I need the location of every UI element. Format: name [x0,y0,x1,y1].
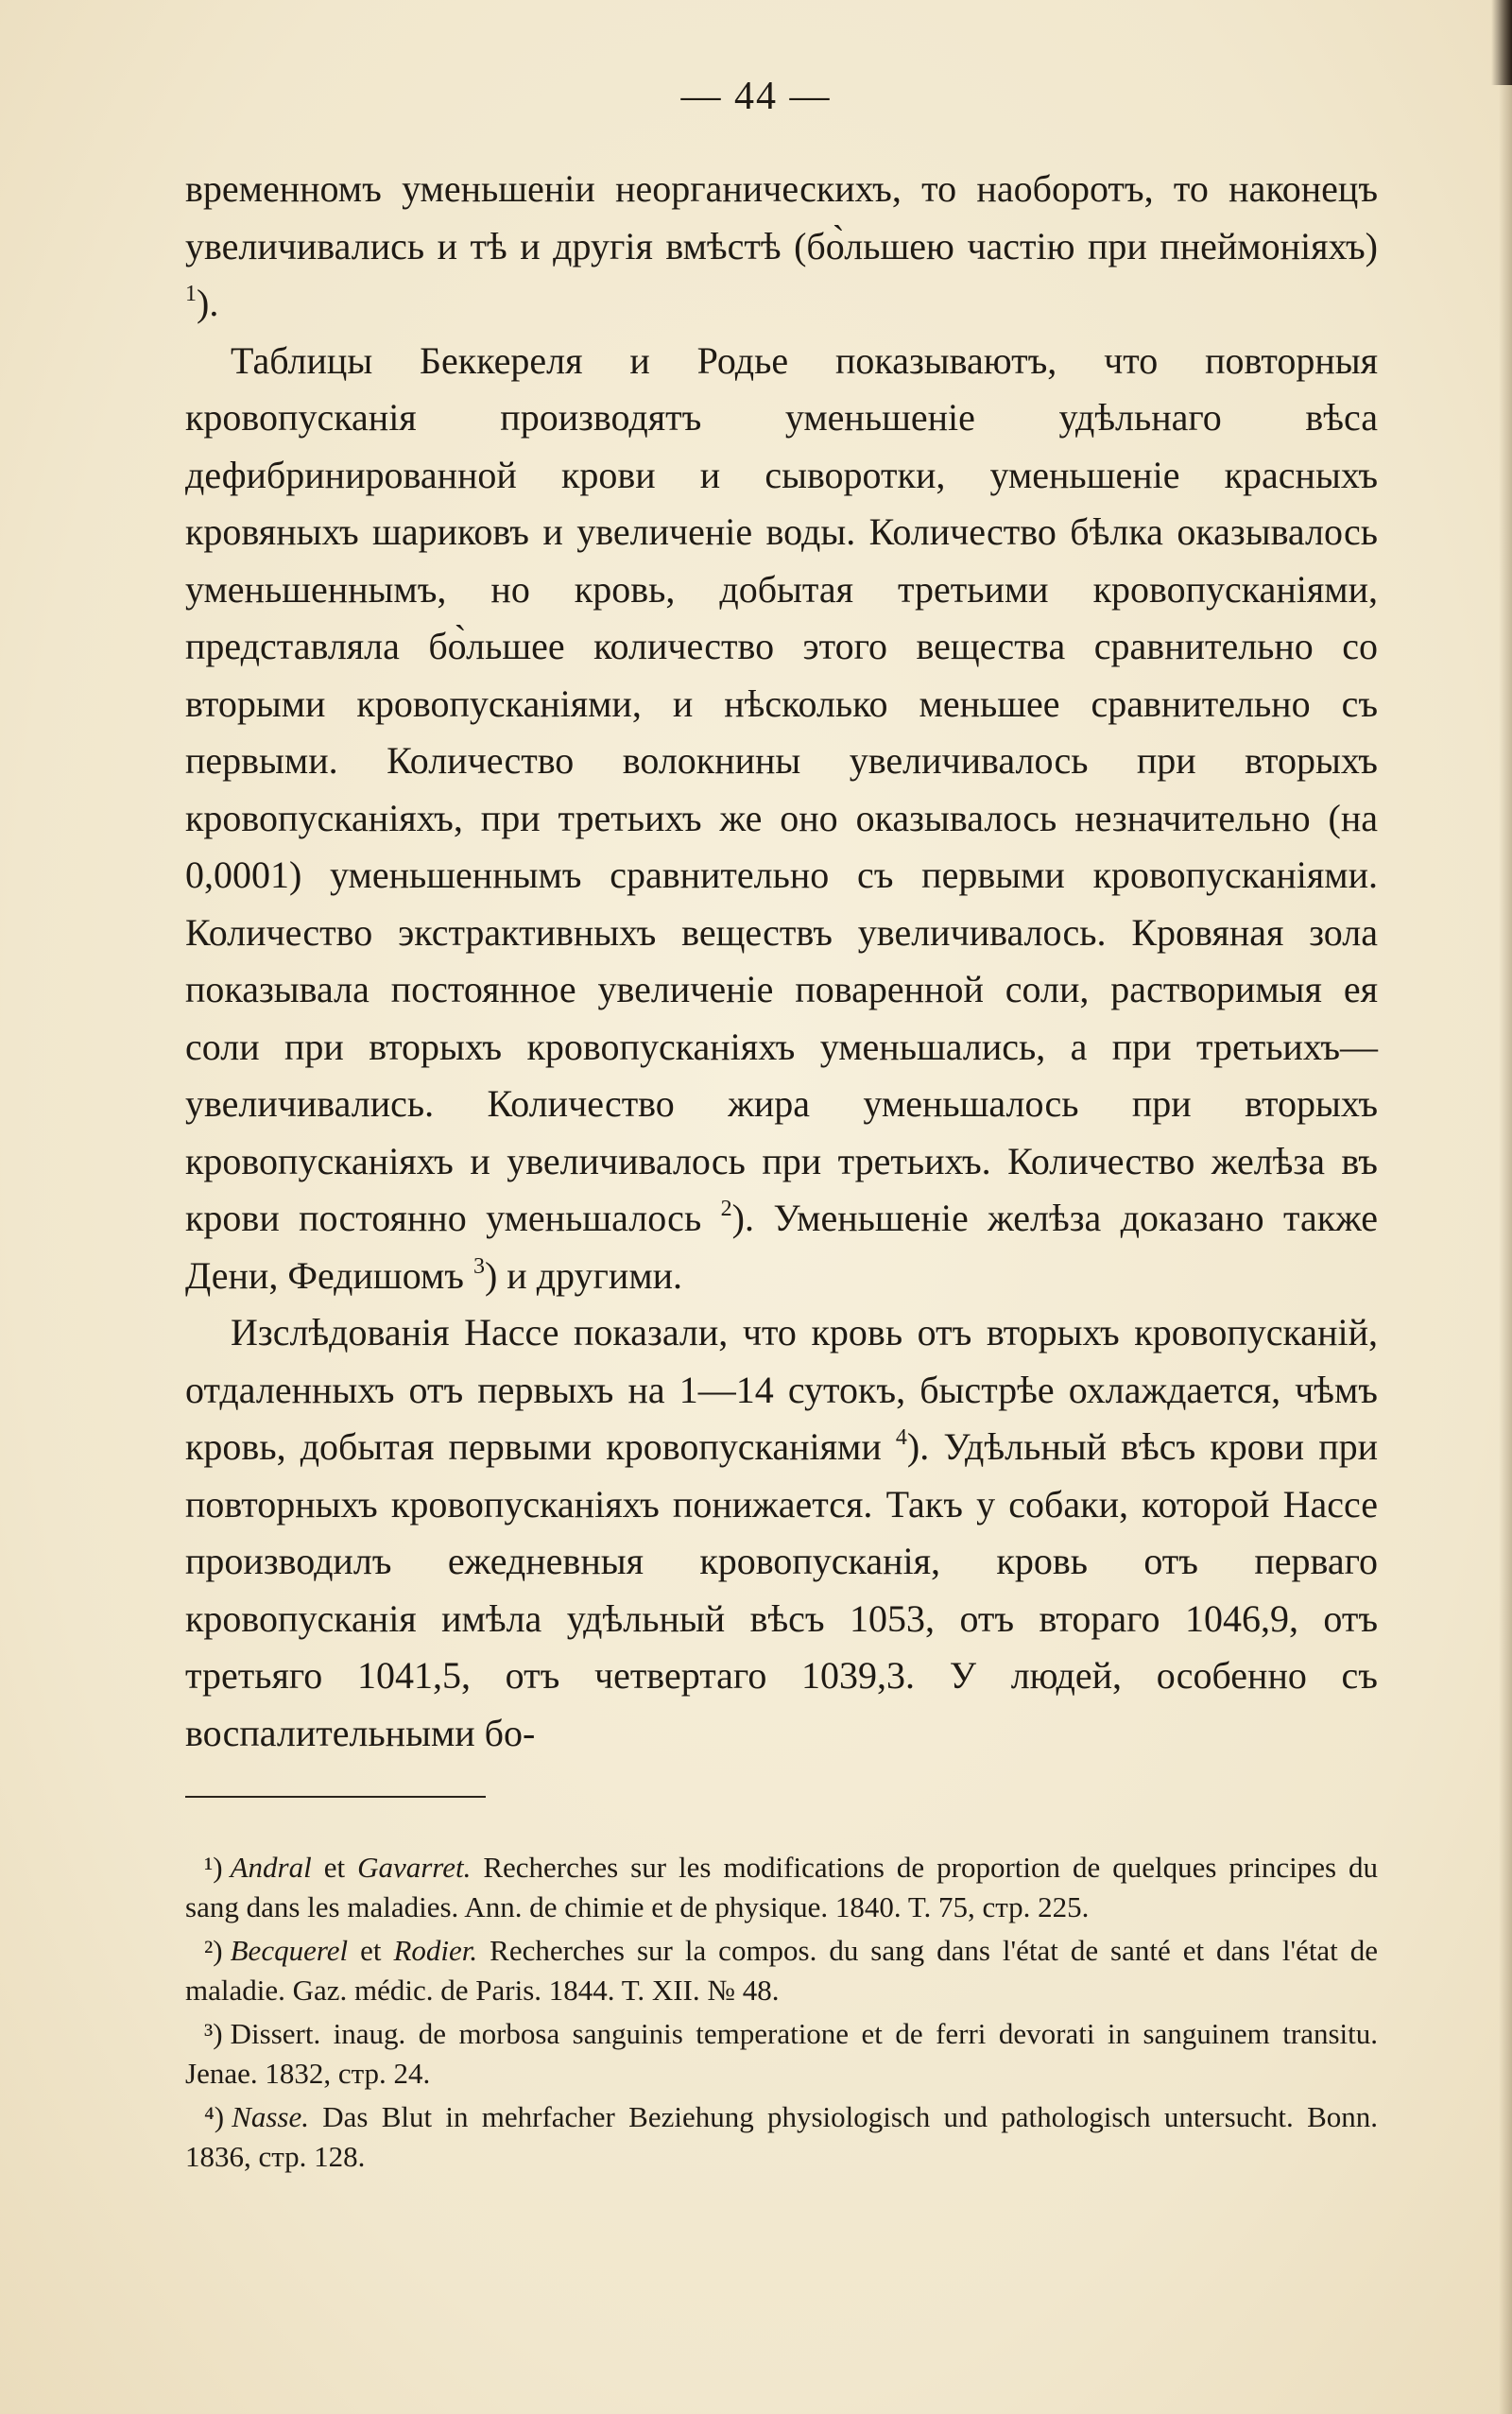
footnote-4: ⁴) Nasse. Das Blut in mehrfacher Beziehung physiologisch und pathologisch untersucht. Bonn. 1836, стр. 128. [185,2100,1378,2173]
paragraph-3: Изслѣдованія Нассе показали, что кровь отъ вторыхъ кровопусканій, отдаленныхъ отъ первыхъ на 1—14 сутокъ, быстрѣе охлаждается, чѣмъ кровь, добытая первыми кровопусканіями $^4$). Удѣльный вѣсъ крови при повторныхъ кровопусканіяхъ понижается. Такъ у собаки, которой Нассе производилъ ежедневныя кровопусканія, кровь отъ перваго кровопусканія имѣла удѣльный вѣсъ 1053, отъ втораго 1046,9, отъ третьяго 1041,5, отъ четвертаго 1039,3. У людей, особенно съ воспалительными бо- [185,1311,1379,1754]
footnotes [185,1848,1378,2181]
page-edge-shadow [1499,0,1512,2414]
paragraph-1: временномъ уменьшеніи неорганическихъ, то наоборотъ, то наконецъ увеличивались и тѣ и другія вмѣстѣ (бо̀льшею частію при пнеймоніяхъ) $^1$). [185,167,1378,324]
body-text [185,161,1378,1762]
footnote-separator [185,1796,486,1798]
footnote-ref-3: 3 [472,1253,485,1279]
page-corner-shadow [1491,0,1512,85]
footnote-3: ³) Dissert. inaug. de morbosa sanguinis temperatione et de ferri devorati in sanguinem transitu. Jenae. 1832, стр. 24. [185,2017,1378,2090]
footnote-1: ¹) Andral et Gavarret. Recherches sur les modifications de proportion de quelques principes du sang dans les maladies. Ann. de chimie et de physique. 1840. T. 75, стр. 225. [185,1851,1379,1923]
footnote-2: ²) Becquerel et Rodier. Recherches sur la compos. du sang dans l'état de santé et dans l'état de maladie. Gaz. médic. de Paris. 1844. T. XII. № 48. [185,1934,1379,2007]
page-number: — 44 — [680,75,832,118]
footnote-ref-1: 1 [185,282,197,306]
paragraph-2: Таблицы Беккереля и Родье показываютъ, что повторныя кровопусканія производятъ уменьшеніе удѣльнаго вѣса дефибринированной крови и сыворотки, уменьшеніе красныхъ кровяныхъ шариковъ и увеличеніе воды. Количество бѣлка оказывалось уменьшеннымъ, но кровь, добытая третьими кровопусканіями, представляла бо̀льшее количество этого веществa сравнительно со вторыми кровопусканіями, и нѣсколько меньшее сравнительно съ первыми. Количество волокнины увеличивалось при вторыхъ кровопусканіяхъ, при третьихъ же оно оказывалось незначительно (на 0,0001) уменьшеннымъ сравнительно съ первыми кровопусканіями. Количество экстрактивныхъ веществъ увеличивалось. Кровяная зола показывала постоянное увеличеніе поваренной соли, растворимыя ея соли при вторыхъ кровопусканіяхъ уменьшались, а при третьихъ—увеличивались. Количество жира уменьшалось при вторыхъ кровопусканіяхъ и увеличивалось при третьихъ. Количество желѣза въ крови постоянно уменьшалось $^2$). Уменьшеніе желѣза доказано также Дени, Федишомъ $^3$) и другими. [185,338,1379,1297]
footnote-ref-4: 4 [895,1425,907,1450]
footnote-ref-2: 2 [720,1197,732,1221]
